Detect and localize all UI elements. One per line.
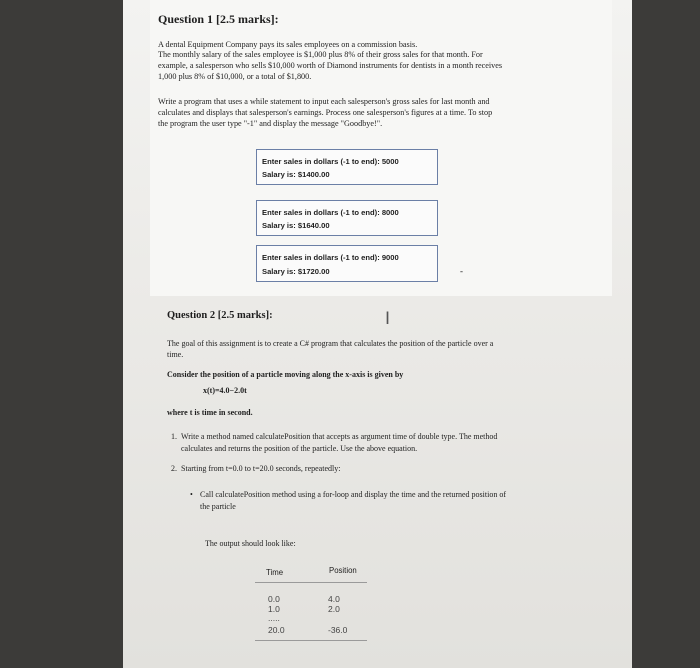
output-box-3 [256, 245, 438, 282]
item-1-line1: Write a method named calculatePosition that accepts as argument time of double type. The method [181, 432, 498, 441]
table-cell-position: 4.0 [328, 594, 340, 604]
q1-p1-line2: The monthly salary of the sales employee is $1,000 plus 8% of their gross sales for that month. For [158, 50, 483, 59]
table-cell-position: -36.0 [328, 625, 348, 635]
q1-p1-line1: A dental Equipment Company pays its sales employees on a commission basis. [158, 40, 418, 49]
output-result: Salary is: $1640.00 [262, 221, 330, 230]
output-prompt: Enter sales in dollars (-1 to end): 8000 [262, 208, 399, 217]
q1-p1-line4: 1,000 plus 8% of $10,000, or a total of $1,800. [158, 72, 312, 81]
table-cell-time: 1.0 [268, 604, 280, 614]
q1-p2-line1: Write a program that uses a while statement to input each salesperson's gross sales for last month and [158, 97, 490, 106]
output-prompt: Enter sales in dollars (-1 to end): 5000 [262, 157, 399, 166]
table-ellipsis: ..... [268, 613, 280, 623]
bullet-line1: Call calculatePosition method using a for-loop and display the time and the returned position of [200, 490, 506, 499]
bullet-icon: • [190, 490, 193, 499]
q2-consider: Consider the position of a particle moving along the x-axis is given by [167, 370, 404, 379]
q2-title: Question 2 [2.5 marks]: [167, 310, 273, 321]
item-2-line1: Starting from t=0.0 to t=20.0 seconds, repeatedly: [181, 464, 341, 473]
q2-equation: x(t)=4.0−2.0t [203, 386, 247, 395]
table-header-position: Position [329, 566, 357, 575]
output-intro: The output should look like: [205, 539, 296, 548]
output-result: Salary is: $1720.00 [262, 267, 330, 276]
output-box-1 [256, 149, 438, 185]
q2-intro-line2: time. [167, 350, 184, 359]
table-header-rule [255, 582, 367, 583]
output-box-2 [256, 200, 438, 236]
q1-p1-line3: example, a salesperson who sells $10,000 worth of Diamond instruments for dentists in a month receives [158, 61, 503, 70]
q1-p2-line3: the program the user type "-1" and display the message "Goodbye!". [158, 119, 383, 128]
table-header-time: Time [266, 568, 284, 577]
output-prompt: Enter sales in dollars (-1 to end): 9000 [262, 253, 399, 262]
table-cell-time: 0.0 [268, 594, 280, 604]
table-cell-time: 20.0 [268, 625, 285, 635]
item-1-line2: calculates and returns the position of the particle. Use the above equation. [181, 444, 418, 453]
item-number: 2. [171, 464, 177, 473]
dash-mark: - [460, 266, 463, 276]
q1-title: Question 1 [2.5 marks]: [158, 12, 279, 26]
item-number: 1. [171, 432, 177, 441]
bullet-line2: the particle [200, 502, 236, 511]
output-result: Salary is: $1400.00 [262, 170, 330, 179]
text-cursor-icon: I [385, 309, 391, 329]
q1-p2-line2: calculates and displays that salesperson's earnings. Process one salesperson's figures at a time. To stop [158, 108, 493, 117]
q2-intro-line1: The goal of this assignment is to create a C# program that calculates the position of the particle over a [167, 339, 494, 348]
q2-where: where t is time in second. [167, 408, 253, 417]
table-cell-position: 2.0 [328, 604, 340, 614]
table-bottom-rule [255, 640, 367, 641]
